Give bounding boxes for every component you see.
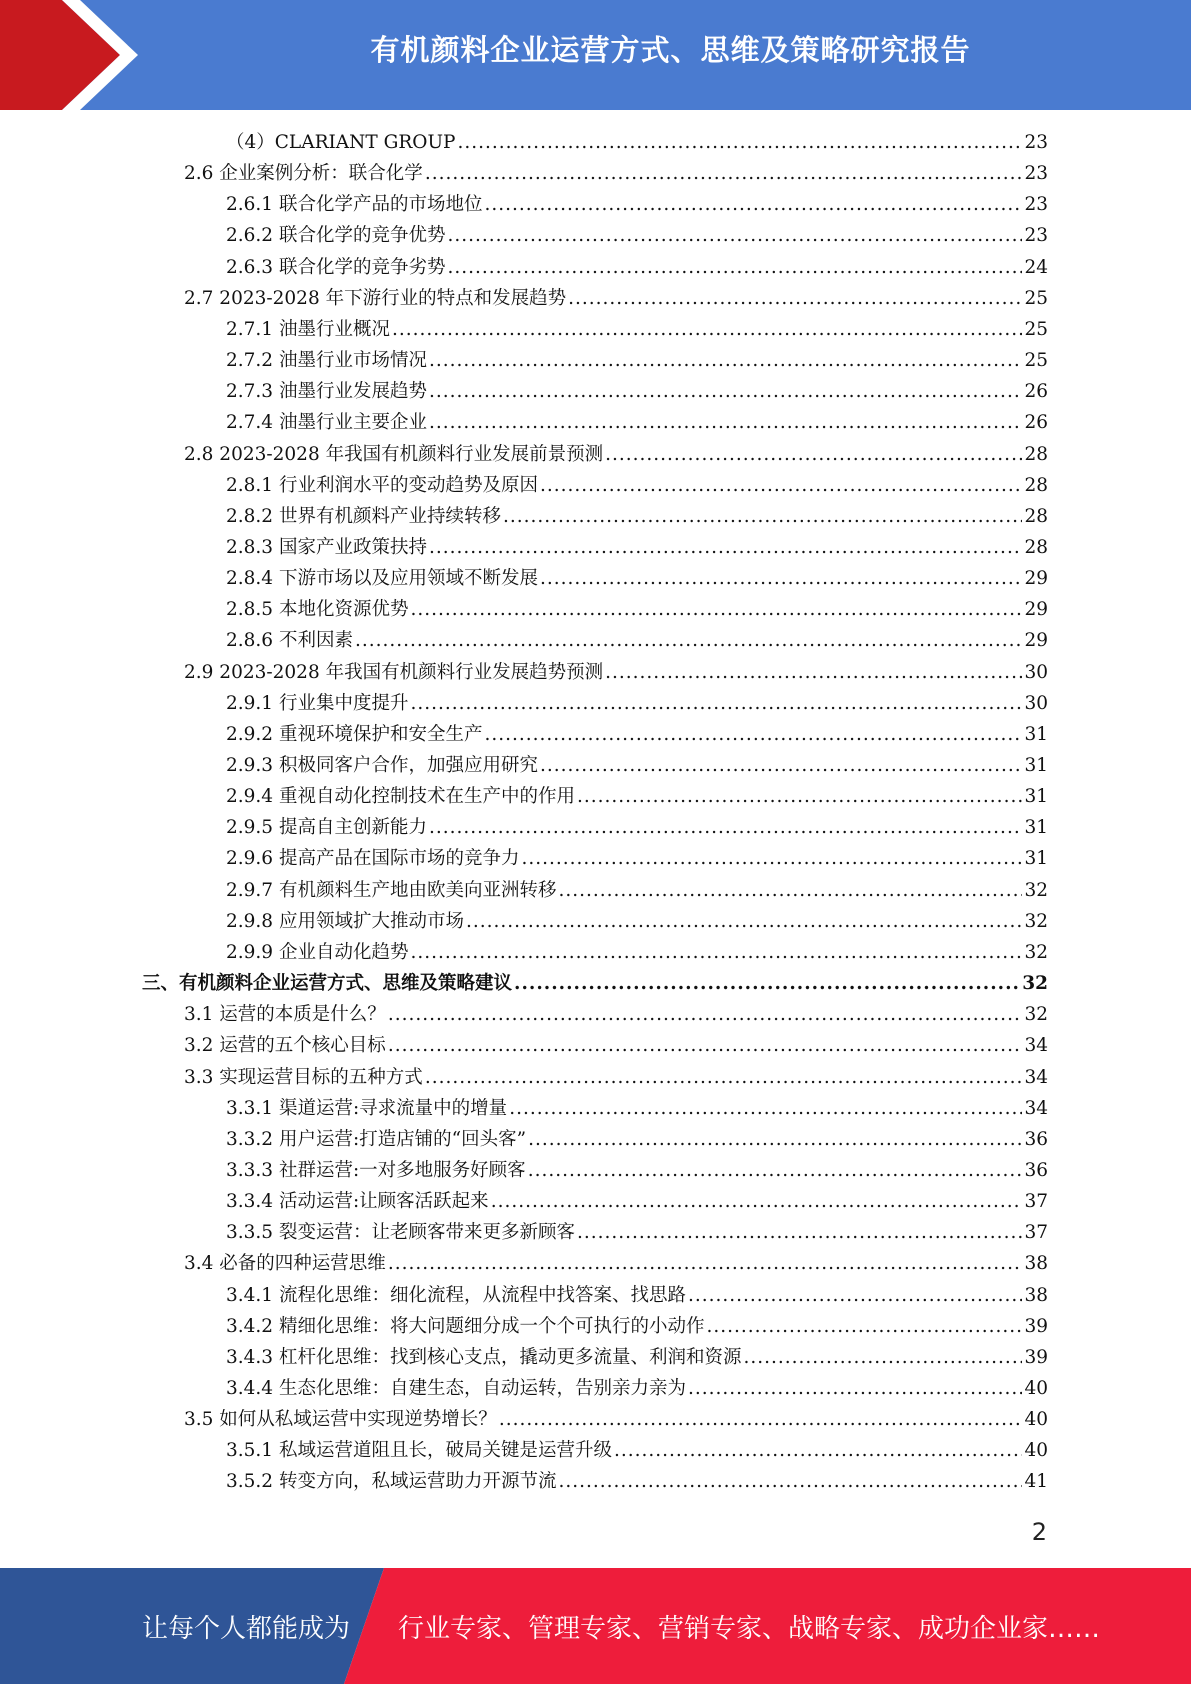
toc-entry-page: 31 xyxy=(1024,786,1048,808)
toc-entry-label: 3.5.1 私域运营道阻且长，破局关键是运营升级 xyxy=(226,1440,612,1462)
toc-entry-label: 3.5.2 转变方向，私域运营助力开源节流 xyxy=(226,1471,557,1493)
toc-entry-label: 2.8.5 本地化资源优势 xyxy=(226,599,409,621)
toc-entry-page: 32 xyxy=(1024,1004,1048,1026)
toc-entry[interactable] xyxy=(226,938,1048,968)
toc-entry[interactable] xyxy=(184,440,1048,470)
toc-entry[interactable] xyxy=(226,533,1048,563)
toc-entry-label: 2.8.2 世界有机颜料产业持续转移 xyxy=(226,505,501,527)
toc-entry-page: 26 xyxy=(1024,412,1048,434)
toc-entry-label: 3.4 必备的四种运营思维 xyxy=(184,1253,386,1275)
toc-leader-dots xyxy=(425,1063,1023,1093)
toc-entry-page: 34 xyxy=(1024,1035,1048,1057)
toc-entry[interactable] xyxy=(226,689,1048,719)
toc-leader-dots xyxy=(429,377,1022,407)
toc-entry-label: 3.3.4 活动运营:让顾客活跃起来 xyxy=(226,1191,489,1213)
toc-entry-label: 2.7 2023-2028 年下游行业的特点和发展趋势 xyxy=(184,287,567,309)
toc-entry-page: 36 xyxy=(1024,1128,1048,1150)
toc-entry-label: 3.3.1 渠道运营:寻求流量中的增量 xyxy=(226,1097,508,1119)
toc-entry[interactable] xyxy=(142,969,1048,999)
toc-entry-page: 30 xyxy=(1024,692,1048,714)
toc-entry-label: 2.9.2 重视环境保护和安全生产 xyxy=(226,723,483,745)
toc-entry-page: 23 xyxy=(1024,225,1048,247)
toc-entry-label: 3.3.5 裂变运营：让老顾客带来更多新顾客 xyxy=(226,1222,575,1244)
toc-leader-dots xyxy=(528,1156,1023,1186)
toc-leader-dots xyxy=(447,253,1022,283)
toc-leader-dots xyxy=(484,720,1022,750)
toc-entry-label: 3.2 运营的五个核心目标 xyxy=(184,1035,386,1057)
toc-entry-label: 3.4.4 生态化思维：自建生态，自动运转，告别亲力亲为 xyxy=(226,1378,686,1399)
toc-entry-label: 3.5 如何从私域运营中实现逆势增长？ xyxy=(184,1409,497,1431)
toc-entry-page: 32 xyxy=(1024,879,1048,901)
toc-entry[interactable] xyxy=(184,1249,1048,1279)
toc-entry-page: 25 xyxy=(1024,287,1048,309)
toc-entry[interactable] xyxy=(226,1187,1048,1217)
toc-leader-dots xyxy=(410,689,1022,719)
toc-entry-page: 31 xyxy=(1024,723,1048,745)
toc-entry-label: 2.7.2 油墨行业市场情况 xyxy=(226,350,427,372)
toc-entry[interactable] xyxy=(226,595,1048,625)
toc-entry-page: 26 xyxy=(1024,381,1048,403)
toc-leader-dots xyxy=(743,1343,1022,1373)
toc-leader-dots xyxy=(558,1467,1022,1497)
toc-entry-page: 28 xyxy=(1024,443,1048,465)
toc-entry-label: 3.3.3 社群运营:一对多地服务好顾客 xyxy=(226,1159,526,1181)
toc-entry-label: 三、有机颜料企业运营方式、思维及策略建议 xyxy=(142,973,513,995)
toc-entry[interactable] xyxy=(184,1031,1048,1061)
toc-leader-dots xyxy=(425,159,1023,189)
page-number: 2 xyxy=(1031,1518,1047,1546)
toc-entry-page: 31 xyxy=(1024,817,1048,839)
toc-entry-page: 28 xyxy=(1024,505,1048,527)
toc-leader-dots xyxy=(392,315,1022,345)
toc-entry-page: 37 xyxy=(1024,1222,1048,1244)
toc-entry[interactable] xyxy=(226,1218,1048,1248)
toc-leader-dots xyxy=(466,907,1022,937)
toc-leader-dots xyxy=(429,533,1022,563)
toc-entry[interactable] xyxy=(226,564,1048,594)
toc-entry-label: （4）CLARIANT GROUP xyxy=(226,132,456,153)
toc-entry[interactable] xyxy=(184,1405,1048,1435)
toc-entry-page: 29 xyxy=(1024,568,1048,590)
toc-entry[interactable] xyxy=(226,782,1048,812)
toc-entry[interactable] xyxy=(184,159,1048,189)
footer-slogan-left: 让每个人都能成为 xyxy=(142,1614,351,1644)
toc-leader-dots xyxy=(540,471,1022,501)
red-chevron-decoration xyxy=(0,0,150,110)
toc-entry-label: 2.7.1 油墨行业概况 xyxy=(226,318,390,340)
toc-entry-label: 2.6.1 联合化学产品的市场地位 xyxy=(226,194,483,216)
toc-leader-dots xyxy=(509,1094,1022,1124)
toc-entry-page: 23 xyxy=(1024,163,1048,185)
toc-entry-page: 30 xyxy=(1024,661,1048,683)
toc-entry-page: 37 xyxy=(1024,1191,1048,1213)
toc-entry[interactable] xyxy=(226,502,1048,532)
toc-entry-label: 3.4.1 流程化思维：细化流程，从流程中找答案、找思路 xyxy=(226,1284,686,1306)
toc-entry[interactable] xyxy=(226,1094,1048,1124)
toc-entry-page: 23 xyxy=(1024,194,1048,216)
toc-leader-dots xyxy=(388,1249,1023,1279)
toc-entry[interactable] xyxy=(226,907,1048,937)
toc-entry-label: 2.9.1 行业集中度提升 xyxy=(226,692,409,714)
toc-leader-dots xyxy=(484,190,1022,220)
toc-entry-label: 2.9.4 重视自动化控制技术在生产中的作用 xyxy=(226,786,575,808)
toc-entry[interactable] xyxy=(226,1156,1048,1186)
toc-entry[interactable] xyxy=(226,253,1048,283)
toc-leader-dots xyxy=(577,1218,1022,1248)
toc-entry[interactable] xyxy=(226,190,1048,220)
toc-leader-dots xyxy=(429,408,1022,438)
toc-entry-page: 32 xyxy=(1022,973,1048,995)
toc-leader-dots xyxy=(688,1374,1022,1404)
toc-entry-page: 38 xyxy=(1024,1284,1048,1306)
toc-entry-page: 40 xyxy=(1024,1378,1048,1399)
toc-entry-page: 32 xyxy=(1024,941,1048,963)
toc-entry[interactable] xyxy=(226,408,1048,438)
toc-leader-dots xyxy=(540,564,1022,594)
toc-entry[interactable] xyxy=(226,813,1048,843)
toc-entry-page: 24 xyxy=(1024,256,1048,278)
toc-entry[interactable] xyxy=(184,284,1048,314)
toc-entry-page: 36 xyxy=(1024,1159,1048,1181)
toc-entry[interactable] xyxy=(226,876,1048,906)
toc-leader-dots xyxy=(491,1187,1023,1217)
toc-leader-dots xyxy=(447,221,1022,251)
toc-entry[interactable] xyxy=(226,377,1048,407)
toc-entry-label: 2.7.3 油墨行业发展趋势 xyxy=(226,381,427,403)
toc-entry-page: 31 xyxy=(1024,755,1048,776)
toc-entry[interactable] xyxy=(226,844,1048,874)
toc-entry-label: 2.8.1 行业利润水平的变动趋势及原因 xyxy=(226,474,538,496)
toc-entry[interactable] xyxy=(226,315,1048,345)
toc-entry-page: 34 xyxy=(1024,1066,1048,1088)
toc-entry-page: 25 xyxy=(1024,318,1048,340)
toc-entry-label: 2.8 2023-2028 年我国有机颜料行业发展前景预测 xyxy=(184,443,604,465)
toc-entry-label: 2.9.5 提高自主创新能力 xyxy=(226,817,427,839)
toc-leader-dots xyxy=(514,969,1020,999)
toc-entry-page: 32 xyxy=(1024,910,1048,932)
toc-entry-label: 2.8.6 不利因素 xyxy=(226,630,353,652)
toc-entry[interactable] xyxy=(226,751,1048,781)
toc-leader-dots xyxy=(540,751,1022,781)
toc-entry-page: 38 xyxy=(1024,1253,1048,1275)
toc-leader-dots xyxy=(521,844,1022,874)
toc-entry-label: 2.9.6 提高产品在国际市场的竞争力 xyxy=(226,848,520,870)
toc-leader-dots xyxy=(605,658,1022,688)
toc-leader-dots xyxy=(429,813,1022,843)
report-title: 有机颜料企业运营方式、思维及策略研究报告 xyxy=(370,33,971,67)
toc-leader-dots xyxy=(688,1281,1022,1311)
toc-leader-dots xyxy=(355,626,1023,656)
toc-leader-dots xyxy=(499,1405,1023,1435)
toc-entry[interactable] xyxy=(226,346,1048,376)
toc-entry[interactable] xyxy=(226,720,1048,750)
toc-entry[interactable] xyxy=(226,1343,1048,1373)
toc-leader-dots xyxy=(388,1031,1023,1061)
footer-slogan-right: 行业专家、管理专家、营销专家、战略专家、成功企业家…… xyxy=(398,1614,1101,1644)
toc-entry[interactable] xyxy=(226,1281,1048,1311)
toc-entry-page: 41 xyxy=(1024,1471,1048,1493)
toc-entry[interactable] xyxy=(226,1312,1048,1342)
toc-entry-label: 2.6 企业案例分析：联合化学 xyxy=(184,163,423,185)
toc-entry-label: 3.4.3 杠杆化思维：找到核心支点，撬动更多流量、利润和资源 xyxy=(226,1346,742,1368)
toc-entry-page: 29 xyxy=(1024,599,1048,621)
toc-leader-dots xyxy=(614,1436,1022,1466)
toc-entry-label: 3.4.2 精细化思维：将大问题细分成一个个可执行的小动作 xyxy=(226,1315,705,1337)
toc-leader-dots xyxy=(458,128,1023,158)
toc-entry-label: 2.9.7 有机颜料生产地由欧美向亚洲转移 xyxy=(226,879,557,901)
toc-entry-label: 2.9.9 企业自动化趋势 xyxy=(226,941,409,963)
toc-entry-label: 2.6.3 联合化学的竞争劣势 xyxy=(226,256,446,278)
toc-entry-label: 3.3 实现运营目标的五种方式 xyxy=(184,1066,423,1088)
toc-entry[interactable] xyxy=(226,471,1048,501)
toc-entry[interactable] xyxy=(226,1125,1048,1155)
toc-entry-page: 39 xyxy=(1024,1315,1048,1337)
toc-leader-dots xyxy=(568,284,1022,314)
toc-entry-page: 31 xyxy=(1024,848,1048,870)
toc-entry-page: 28 xyxy=(1024,536,1048,558)
toc-leader-dots xyxy=(605,440,1022,470)
toc-entry-page: 25 xyxy=(1024,350,1048,372)
toc-leader-dots xyxy=(528,1125,1022,1155)
toc-entry[interactable] xyxy=(226,626,1048,656)
toc-entry-page: 40 xyxy=(1024,1440,1048,1462)
toc-entry-label: 3.1 运营的本质是什么？ xyxy=(184,1004,386,1026)
toc-entry-label: 2.9.8 应用领域扩大推动市场 xyxy=(226,910,464,932)
page-header xyxy=(0,0,1191,110)
toc-leader-dots xyxy=(410,595,1022,625)
toc-entry-page: 23 xyxy=(1024,132,1048,153)
toc-entry-label: 2.6.2 联合化学的竞争优势 xyxy=(226,225,446,247)
toc-entry[interactable] xyxy=(226,1436,1048,1466)
toc-leader-dots xyxy=(558,876,1022,906)
toc-entry-label: 3.3.2 用户运营:打造店铺的“回头客” xyxy=(226,1128,527,1150)
toc-leader-dots xyxy=(577,782,1022,812)
toc-entry[interactable] xyxy=(226,128,1048,158)
toc-entry-label: 2.8.4 下游市场以及应用领域不断发展 xyxy=(226,568,538,590)
toc-entry[interactable] xyxy=(184,1063,1048,1093)
toc-entry-page: 29 xyxy=(1024,630,1048,652)
toc-entry-label: 2.7.4 油墨行业主要企业 xyxy=(226,412,427,434)
toc-leader-dots xyxy=(429,346,1022,376)
toc-entry-page: 39 xyxy=(1024,1346,1048,1368)
toc-entry[interactable] xyxy=(184,658,1048,688)
toc-entry-page: 28 xyxy=(1024,474,1048,496)
toc-leader-dots xyxy=(706,1312,1022,1342)
toc-entry[interactable] xyxy=(184,1000,1048,1030)
toc-entry[interactable] xyxy=(226,221,1048,251)
toc-entry-label: 2.9 2023-2028 年我国有机颜料行业发展趋势预测 xyxy=(184,661,604,683)
toc-entry[interactable] xyxy=(226,1374,1048,1404)
page-footer xyxy=(0,1568,1191,1684)
toc-leader-dots xyxy=(410,938,1022,968)
toc-entry-page: 40 xyxy=(1024,1409,1048,1431)
toc-entry-page: 34 xyxy=(1024,1097,1048,1119)
toc-leader-dots xyxy=(388,1000,1023,1030)
toc-entry-label: 2.9.3 积极同客户合作，加强应用研究 xyxy=(226,755,538,776)
toc-entry-label: 2.8.3 国家产业政策扶持 xyxy=(226,536,427,558)
toc-entry[interactable] xyxy=(226,1467,1048,1497)
toc-leader-dots xyxy=(503,502,1022,532)
